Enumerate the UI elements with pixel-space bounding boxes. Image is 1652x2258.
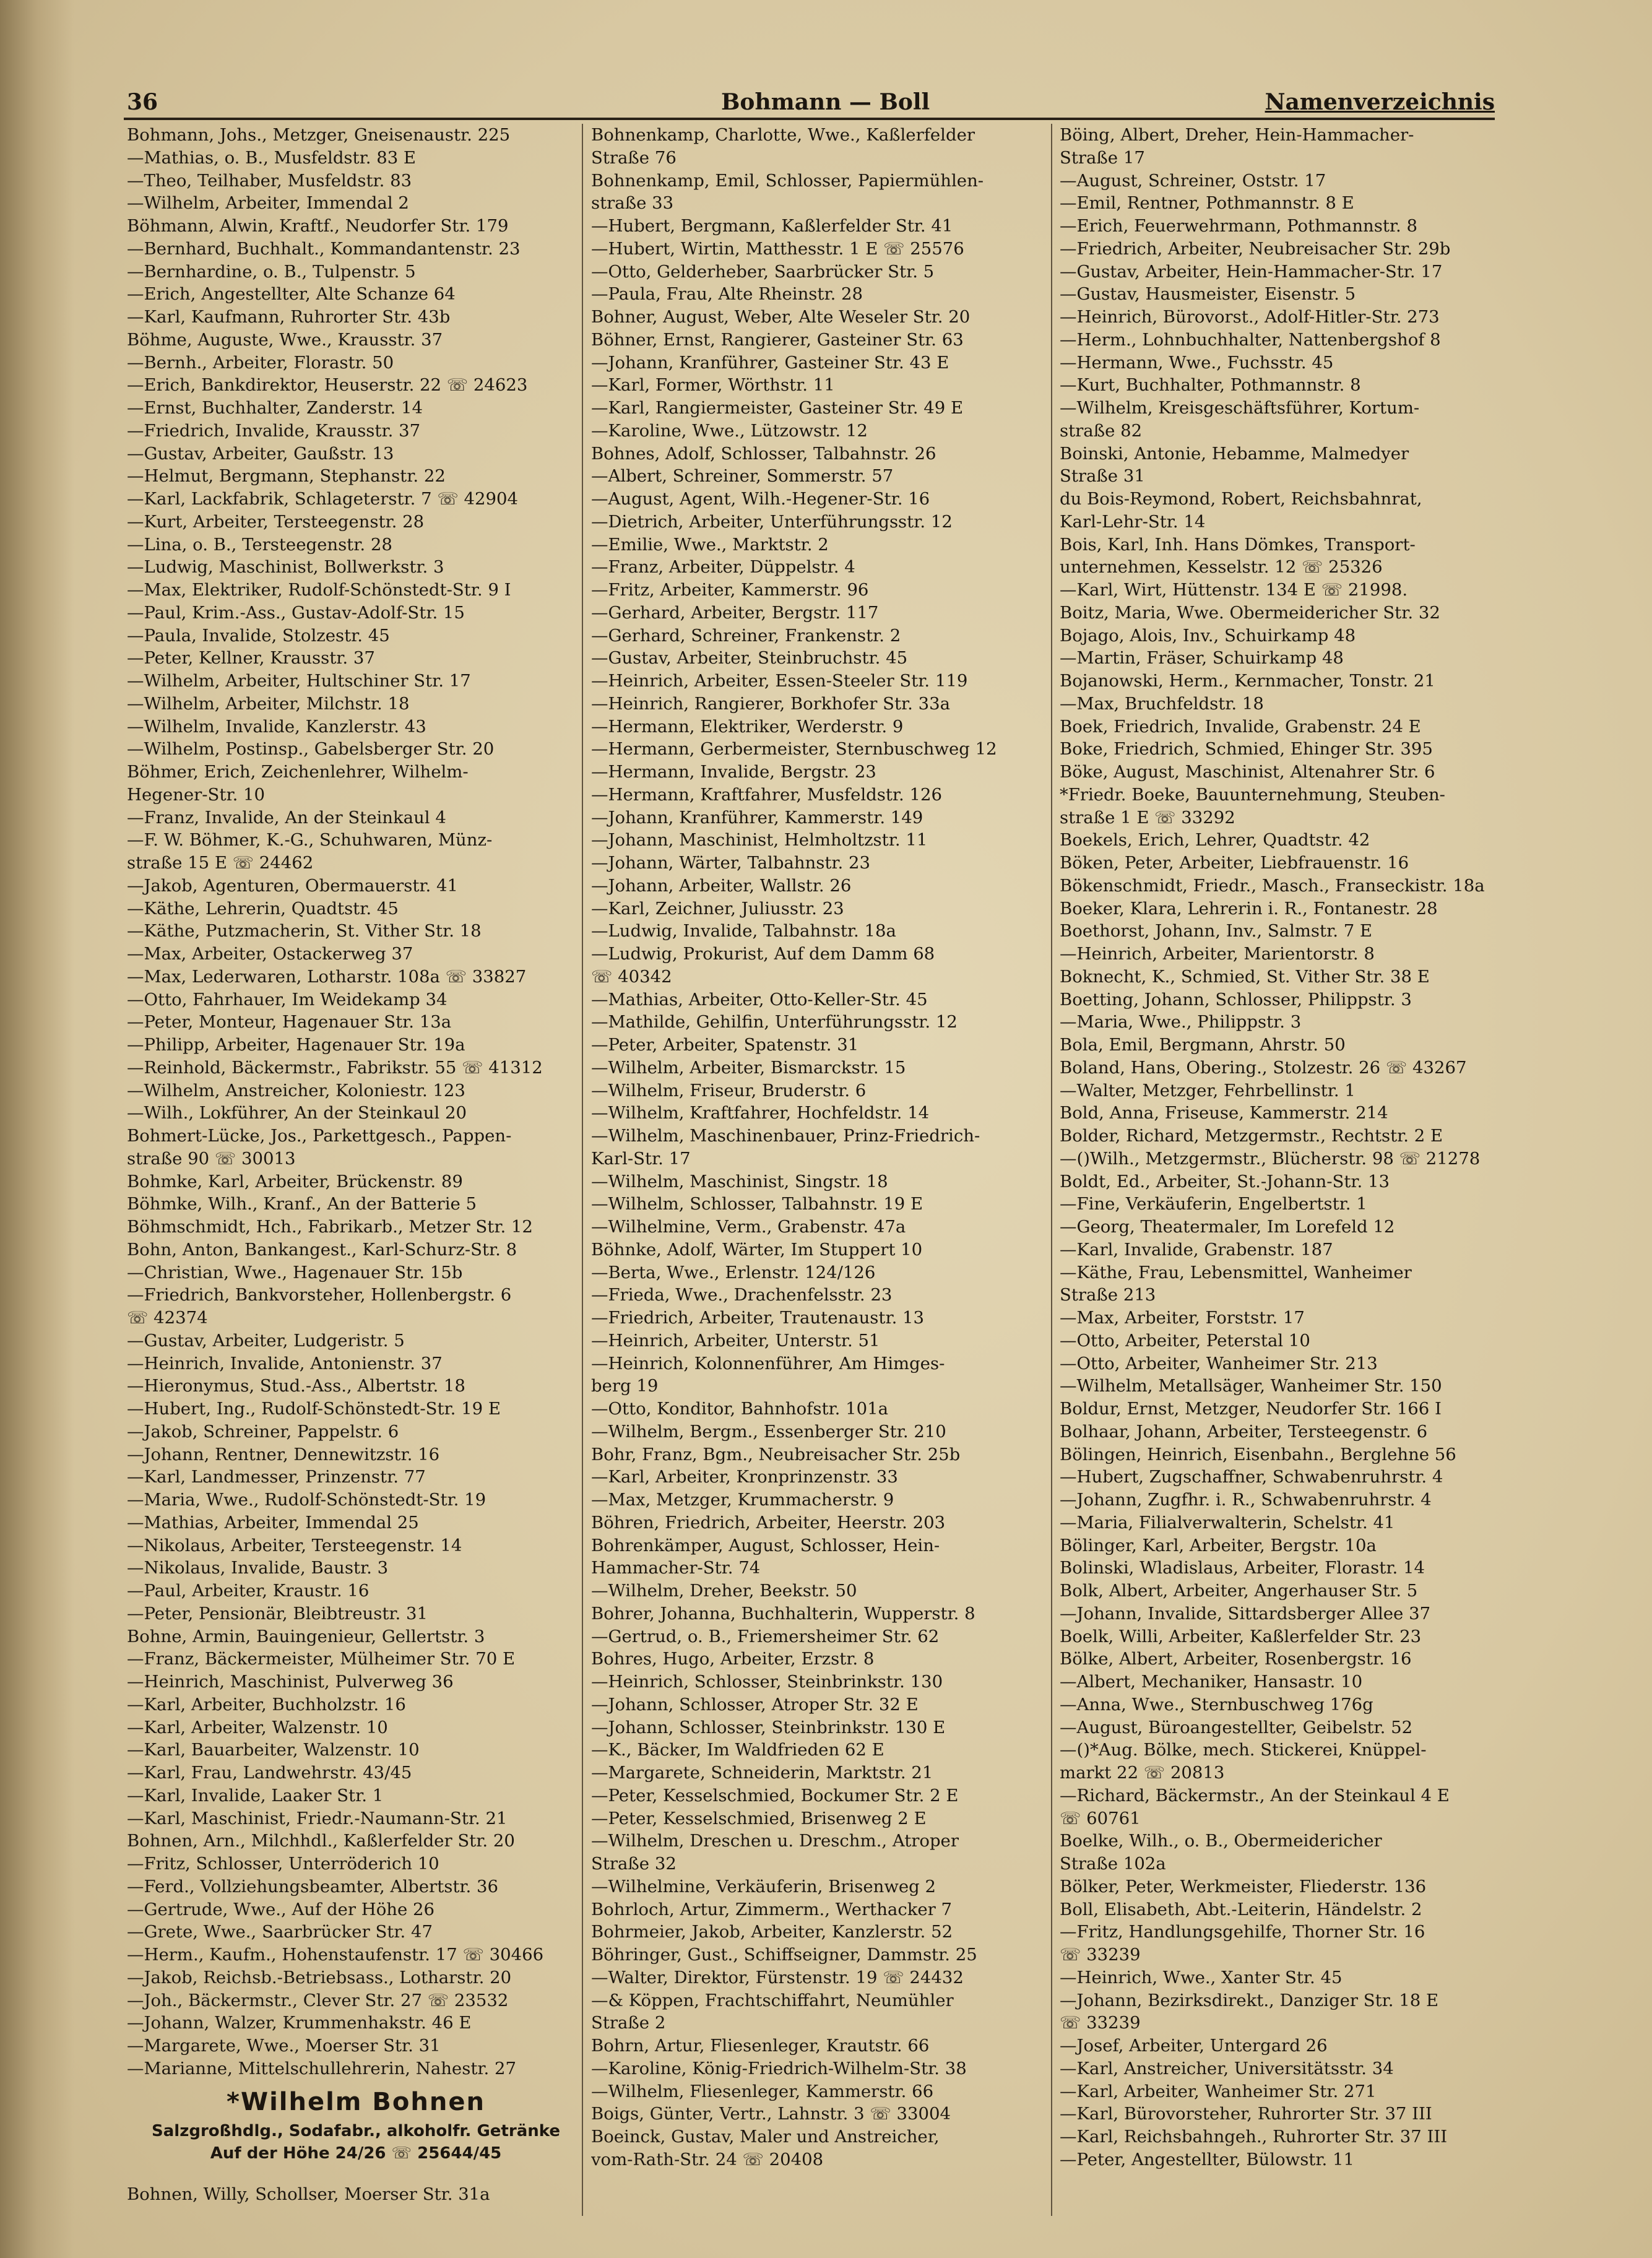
column-separator [582, 124, 583, 2216]
directory-entry: —Bernhard, Buchhalt., Kommandantenstr. 23 [127, 238, 521, 259]
directory-entry: —Frieda, Wwe., Drachenfelsstr. 23 [591, 1285, 893, 1305]
directory-entry: —Peter, Angestellter, Bülowstr. 11 [1060, 2149, 1354, 2169]
directory-entry: Bohnenkamp, Emil, Schlosser, Papiermühlen- [591, 170, 984, 191]
directory-entry: —Peter, Pensionär, Bleibtreustr. 31 [127, 1603, 428, 1624]
directory-entry: Boldur, Ernst, Metzger, Neudorfer Str. 166 I [1060, 1399, 1442, 1419]
directory-entry: —Wilhelmine, Verm., Grabenstr. 47a [591, 1217, 906, 1237]
directory-entry: —Maria, Filialverwalterin, Schelstr. 41 [1060, 1512, 1395, 1533]
directory-entry: Bölinger, Karl, Arbeiter, Bergstr. 10a [1060, 1535, 1377, 1555]
directory-entry: —Reinhold, Bäckermstr., Fabrikstr. 55 ☏ 41312 [127, 1057, 543, 1078]
directory-entry: —Otto, Konditor, Bahnhofstr. 101a [591, 1399, 889, 1419]
directory-entry: Böhmschmidt, Hch., Fabrikarb., Metzer Str. 12 [127, 1217, 533, 1237]
directory-entry: —Margarete, Wwe., Moerser Str. 31 [127, 2036, 441, 2056]
directory-entry: —Gertrude, Wwe., Auf der Höhe 26 [127, 1899, 435, 1919]
directory-entry: —Hermann, Invalide, Bergstr. 23 [591, 762, 876, 782]
directory-entry: —Theo, Teilhaber, Musfeldstr. 83 [127, 170, 412, 191]
directory-entry: Boknecht, K., Schmied, St. Vither Str. 38 E [1060, 966, 1430, 987]
advertisement-description: Salzgroßhdlg., Sodafabr., alkoholfr. Getränke [152, 2121, 560, 2140]
directory-entry: —Gustav, Arbeiter, Steinbruchstr. 45 [591, 648, 908, 668]
directory-entry: —Jakob, Agenturen, Obermauerstr. 41 [127, 875, 458, 896]
directory-entry: —Peter, Arbeiter, Spatenstr. 31 [591, 1035, 859, 1055]
directory-entry: —Hermann, Elektriker, Werderstr. 9 [591, 716, 904, 737]
directory-entry: —Fritz, Handlungsgehilfe, Thorner Str. 16 [1060, 1922, 1425, 1942]
directory-entry: straße 33 [591, 193, 674, 214]
directory-entry: —Georg, Theatermaler, Im Lorefeld 12 [1060, 1217, 1395, 1237]
directory-entry: —Heinrich, Invalide, Antonienstr. 37 [127, 1353, 443, 1373]
directory-entry: —Heinrich, Arbeiter, Marientorstr. 8 [1060, 944, 1375, 964]
directory-entry: Bohmke, Karl, Arbeiter, Brückenstr. 89 [127, 1171, 463, 1192]
directory-entry: —Hermann, Kraftfahrer, Musfeldstr. 126 [591, 784, 942, 805]
directory-entry: —Ludwig, Maschinist, Bollwerkstr. 3 [127, 557, 444, 577]
binding-shadow [0, 0, 74, 2258]
directory-entry: —Peter, Kellner, Krausstr. 37 [127, 648, 375, 668]
column-3 [1060, 124, 1499, 2171]
directory-entry: —Karl, Lackfabrik, Schlageterstr. 7 ☏ 42904 [127, 489, 518, 509]
directory-entry: Boland, Hans, Obering., Stolzestr. 26 ☏ 43267 [1060, 1057, 1467, 1078]
directory-entry: —Heinrich, Wwe., Xanter Str. 45 [1060, 1967, 1343, 1988]
directory-entry: —Josef, Arbeiter, Untergard 26 [1060, 2036, 1328, 2056]
directory-entry: unternehmen, Kesselstr. 12 ☏ 25326 [1060, 557, 1383, 577]
directory-entry: —Johann, Schlosser, Steinbrinkstr. 130 E [591, 1717, 946, 1737]
directory-entry: Böhren, Friedrich, Arbeiter, Heerstr. 203 [591, 1512, 946, 1533]
directory-entry: Bolinski, Wladislaus, Arbeiter, Florastr. 14 [1060, 1558, 1425, 1578]
directory-entry: —Max, Elektriker, Rudolf-Schönstedt-Str. 9 I [127, 580, 511, 600]
directory-entry: Bohrn, Artur, Fliesenleger, Krautstr. 66 [591, 2036, 930, 2056]
directory-entry: —Heinrich, Rangierer, Borkhofer Str. 33a [591, 693, 951, 714]
directory-entry: —Johann, Kranführer, Gasteiner Str. 43 E [591, 352, 949, 373]
directory-entry: Böke, August, Maschinist, Altenahrer Str. 6 [1060, 762, 1435, 782]
directory-entry: Bohmann, Johs., Metzger, Gneisenaustr. 225 [127, 125, 511, 145]
directory-entry: —Wilh., Lokführer, An der Steinkaul 20 [127, 1103, 467, 1123]
directory-entry: —Gerhard, Arbeiter, Bergstr. 117 [591, 602, 879, 623]
directory-entry: —August, Schreiner, Oststr. 17 [1060, 170, 1326, 191]
directory-entry: Bölingen, Heinrich, Eisenbahn., Berglehne 56 [1060, 1444, 1456, 1464]
directory-entry: —Gerhard, Schreiner, Frankenstr. 2 [591, 625, 901, 646]
directory-entry: —Philipp, Arbeiter, Hagenauer Str. 19a [127, 1035, 465, 1055]
directory-entry: —Karl, Arbeiter, Walzenstr. 10 [127, 1717, 388, 1737]
directory-entry: straße 15 E ☏ 24462 [127, 853, 314, 873]
directory-entry: —Wilhelm, Fliesenleger, Kammerstr. 66 [591, 2081, 934, 2101]
directory-entry: Bohrmeier, Jakob, Arbeiter, Kanzlerstr. 52 [591, 1922, 953, 1942]
directory-entry: —Max, Metzger, Krummacherstr. 9 [591, 1490, 894, 1510]
directory-entry: ☏ 60761 [1060, 1808, 1141, 1828]
directory-entry: Bölke, Albert, Arbeiter, Rosenbergstr. 16 [1060, 1649, 1412, 1669]
directory-entry: —()*Aug. Bölke, mech. Stickerei, Knüppel- [1060, 1740, 1427, 1760]
directory-entry: —Helmut, Bergmann, Stephanstr. 22 [127, 466, 446, 487]
directory-entry: —Margarete, Schneiderin, Marktstr. 21 [591, 1763, 933, 1783]
directory-entry: —Karl, Bürovorsteher, Ruhrorter Str. 37 III [1060, 2104, 1432, 2124]
directory-entry: —Herm., Kaufm., Hohenstaufenstr. 17 ☏ 30466 [127, 1945, 544, 1965]
directory-entry: —Karl, Wirt, Hüttenstr. 134 E ☏ 21998. [1060, 580, 1408, 600]
directory-entry: Straße 17 [1060, 147, 1145, 168]
directory-entry: —Heinrich, Bürovorst., Adolf-Hitler-Str. 273 [1060, 307, 1440, 327]
directory-entry: —Friedrich, Arbeiter, Neubreisacher Str. 29b [1060, 238, 1451, 259]
directory-entry: —Käthe, Putzmacherin, St. Vither Str. 18 [127, 921, 482, 941]
directory-entry: —Wilhelm, Metallsäger, Wanheimer Str. 150 [1060, 1376, 1442, 1396]
directory-entry: —Maria, Wwe., Rudolf-Schönstedt-Str. 19 [127, 1490, 487, 1510]
section-title: Namenverzeichnis [1265, 89, 1495, 115]
directory-entry: —Herm., Lohnbuchhalter, Nattenbergshof 8 [1060, 329, 1441, 350]
directory-entry: Boitz, Maria, Wwe. Obermeidericher Str. 32 [1060, 602, 1440, 623]
directory-entry: —Paula, Invalide, Stolzestr. 45 [127, 625, 390, 646]
directory-entry: Boll, Elisabeth, Abt.-Leiterin, Händelstr. 2 [1060, 1899, 1422, 1919]
directory-entry: —Karl, Arbeiter, Wanheimer Str. 271 [1060, 2081, 1377, 2101]
page-header [127, 85, 1495, 123]
directory-entry: —Wilhelm, Maschinenbauer, Prinz-Friedrich- [591, 1126, 980, 1146]
directory-entry: —Ludwig, Invalide, Talbahnstr. 18a [591, 921, 896, 941]
directory-entry: —Max, Lederwaren, Lotharstr. 108a ☏ 33827 [127, 966, 527, 987]
directory-entry: —Karl, Arbeiter, Buchholzstr. 16 [127, 1694, 406, 1715]
directory-entry: —()Wilh., Metzgermstr., Blücherstr. 98 ☏ 21278 [1060, 1148, 1481, 1169]
directory-entry: Bolder, Richard, Metzgermstr., Rechtstr. 2 E [1060, 1126, 1443, 1146]
directory-entry: —Wilhelm, Dreschen u. Dreschm., Atroper [591, 1831, 959, 1851]
directory-entry: —Heinrich, Maschinist, Pulverweg 36 [127, 1672, 454, 1692]
directory-entry: —Karl, Arbeiter, Kronprinzenstr. 33 [591, 1467, 898, 1487]
directory-entry: Böhme, Auguste, Wwe., Krausstr. 37 [127, 329, 443, 350]
directory-entry: —Peter, Kesselschmied, Bockumer Str. 2 E [591, 1785, 959, 1806]
directory-entry: —Max, Bruchfeldstr. 18 [1060, 693, 1264, 714]
directory-entry: markt 22 ☏ 20813 [1060, 1763, 1225, 1783]
directory-entry: —Anna, Wwe., Sternbuschweg 176g [1060, 1694, 1373, 1715]
directory-entry: —Johann, Schlosser, Atroper Str. 32 E [591, 1694, 919, 1715]
directory-entry: —Karoline, Wwe., Lützowstr. 12 [591, 420, 868, 441]
directory-entry: Boigs, Günter, Vertr., Lahnstr. 3 ☏ 33004 [591, 2104, 951, 2124]
directory-entry: —Wilhelm, Invalide, Kanzlerstr. 43 [127, 716, 426, 737]
directory-entry: —Karl, Zeichner, Juliusstr. 23 [591, 898, 844, 919]
directory-entry: —Walter, Direktor, Fürstenstr. 19 ☏ 24432 [591, 1967, 964, 1988]
directory-entry: —Mathias, o. B., Musfeldstr. 83 E [127, 147, 417, 168]
directory-entry: —Jakob, Schreiner, Pappelstr. 6 [127, 1421, 399, 1442]
directory-entry: —Wilhelm, Anstreicher, Koloniestr. 123 [127, 1080, 465, 1101]
directory-entry: —Emilie, Wwe., Marktstr. 2 [591, 534, 829, 555]
directory-entry: Bohrloch, Artur, Zimmerm., Werthacker 7 [591, 1899, 953, 1919]
directory-entry: berg 19 [591, 1376, 659, 1396]
directory-entry: —Peter, Kesselschmied, Brisenweg 2 E [591, 1808, 927, 1828]
directory-entry: —Emil, Rentner, Pothmannstr. 8 E [1060, 193, 1354, 214]
directory-entry: —Wilhelm, Dreher, Beekstr. 50 [591, 1581, 857, 1601]
directory-entry: —Karl, Frau, Landwehrstr. 43/45 [127, 1763, 412, 1783]
directory-entry: Bolk, Albert, Arbeiter, Angerhauser Str. 5 [1060, 1581, 1418, 1601]
directory-entry: —Johann, Arbeiter, Wallstr. 26 [591, 875, 852, 896]
directory-entry: —Franz, Arbeiter, Düppelstr. 4 [591, 557, 855, 577]
directory-entry: Straße 76 [591, 147, 677, 168]
directory-entry: straße 82 [1060, 420, 1143, 441]
directory-entry: Karl-Lehr-Str. 14 [1060, 511, 1206, 532]
directory-entry: Bökenschmidt, Friedr., Masch., Franseckistr. 18a [1060, 875, 1485, 896]
directory-entry: straße 90 ☏ 30013 [127, 1148, 296, 1169]
directory-entry: —Käthe, Lehrerin, Quadtstr. 45 [127, 898, 399, 919]
directory-entry: ☏ 33239 [1060, 2013, 1141, 2033]
directory-entry: —Paula, Frau, Alte Rheinstr. 28 [591, 284, 863, 305]
directory-entry: —Käthe, Frau, Lebensmittel, Wanheimer [1060, 1262, 1412, 1283]
directory-entry: —Wilhelm, Kraftfahrer, Hochfeldstr. 14 [591, 1103, 930, 1123]
directory-entry: Boekels, Erich, Lehrer, Quadtstr. 42 [1060, 830, 1370, 850]
directory-entry: —Karl, Anstreicher, Universitätsstr. 34 [1060, 2058, 1394, 2078]
directory-entry: —Paul, Arbeiter, Kraustr. 16 [127, 1581, 370, 1601]
directory-entry: Bohn, Anton, Bankangest., Karl-Schurz-Str. 8 [127, 1239, 517, 1260]
directory-entry: —Gustav, Arbeiter, Hein-Hammacher-Str. 17 [1060, 261, 1443, 282]
directory-entry: —Maria, Wwe., Philippstr. 3 [1060, 1012, 1302, 1032]
directory-entry: —Lina, o. B., Tersteegenstr. 28 [127, 534, 392, 555]
directory-entry: Bohnenkamp, Charlotte, Wwe., Kaßlerfelder [591, 125, 975, 145]
directory-entry: —K., Bäcker, Im Waldfrieden 62 E [591, 1740, 884, 1760]
directory-entry: —Wilhelm, Arbeiter, Bismarckstr. 15 [591, 1057, 906, 1078]
directory-entry: —Erich, Bankdirektor, Heuserstr. 22 ☏ 24623 [127, 375, 528, 396]
column-separator [1051, 124, 1052, 2216]
directory-entry: ☏ 42374 [127, 1308, 208, 1328]
directory-entry: Boinski, Antonie, Hebamme, Malmedyer [1060, 443, 1409, 464]
directory-entry: Bohne, Armin, Bauingenieur, Gellertstr. 3 [127, 1626, 485, 1646]
directory-entry: —Kurt, Buchhalter, Pothmannstr. 8 [1060, 375, 1361, 396]
directory-entry: —Grete, Wwe., Saarbrücker Str. 47 [127, 1922, 433, 1942]
directory-entry: Hegener-Str. 10 [127, 784, 266, 805]
directory-entry: —Erich, Feuerwehrmann, Pothmannstr. 8 [1060, 216, 1418, 236]
directory-entry: —Ernst, Buchhalter, Zanderstr. 14 [127, 398, 423, 418]
directory-entry: Bohnen, Arn., Milchhdl., Kaßlerfelder Str. 20 [127, 1831, 515, 1851]
directory-entry: —Johann, Invalide, Sittardsberger Allee 37 [1060, 1603, 1431, 1624]
directory-entry: —Albert, Mechaniker, Hansastr. 10 [1060, 1672, 1363, 1692]
directory-entry: —Hubert, Wirtin, Matthesstr. 1 E ☏ 25576 [591, 238, 964, 259]
directory-entry: —Wilhelm, Schlosser, Talbahnstr. 19 E [591, 1194, 923, 1214]
directory-entry: —Otto, Fahrhauer, Im Weidekamp 34 [127, 989, 448, 1010]
directory-entry: —Friedrich, Bankvorsteher, Hollenbergstr. 6 [127, 1285, 512, 1305]
directory-entry: Straße 2 [591, 2013, 666, 2033]
directory-entry: —Albert, Schreiner, Sommerstr. 57 [591, 466, 894, 487]
directory-entry: —Heinrich, Schlosser, Steinbrinkstr. 130 [591, 1672, 943, 1692]
directory-entry: Böhmann, Alwin, Kraftf., Neudorfer Str. 179 [127, 216, 509, 236]
directory-entry: —Karl, Invalide, Laaker Str. 1 [127, 1785, 384, 1806]
directory-entry: Bohmert-Lücke, Jos., Parkettgesch., Pappen- [127, 1126, 512, 1146]
directory-entry: Straße 102a [1060, 1854, 1166, 1874]
directory-entry: —Karl, Landmesser, Prinzenstr. 77 [127, 1467, 426, 1487]
directory-entry: —Fritz, Arbeiter, Kammerstr. 96 [591, 580, 869, 600]
directory-entry: —Mathilde, Gehilfin, Unterführungsstr. 12 [591, 1012, 958, 1032]
directory-entry: —Kurt, Arbeiter, Tersteegenstr. 28 [127, 511, 425, 532]
directory-entry: Boeinck, Gustav, Maler und Anstreicher, [591, 2127, 940, 2147]
directory-entry: —Fritz, Schlosser, Unterröderich 10 [127, 1854, 439, 1874]
directory-entry: —Heinrich, Arbeiter, Unterstr. 51 [591, 1330, 880, 1351]
directory-entry: —Wilhelm, Arbeiter, Milchstr. 18 [127, 693, 410, 714]
directory-entry: —Karl, Reichsbahngeh., Ruhrorter Str. 37 III [1060, 2127, 1448, 2147]
directory-entry: —Ferd., Vollziehungsbeamter, Albertstr. 36 [127, 1876, 498, 1897]
directory-entry: Hammacher-Str. 74 [591, 1558, 761, 1578]
directory-entry: —Erich, Angestellter, Alte Schanze 64 [127, 284, 456, 305]
advertisement-name: *Wilhelm Bohnen [227, 2087, 485, 2116]
directory-entry: ☏ 33239 [1060, 1945, 1141, 1965]
directory-entry: —Christian, Wwe., Hagenauer Str. 15b [127, 1262, 463, 1283]
directory-entry: —Karl, Rangiermeister, Gasteiner Str. 49 E [591, 398, 964, 418]
directory-entry: —Johann, Maschinist, Helmholtzstr. 11 [591, 830, 928, 850]
directory-entry: —Hermann, Wwe., Fuchsstr. 45 [1060, 352, 1334, 373]
directory-entry: —Wilhelmine, Verkäuferin, Brisenweg 2 [591, 1876, 936, 1897]
directory-entry: Bohnen, Willy, Schollser, Moerser Str. 31a [127, 2184, 490, 2204]
directory-entry: —Karl, Maschinist, Friedr.-Naumann-Str. 21 [127, 1808, 508, 1828]
directory-entry: ☏ 40342 [591, 966, 672, 987]
directory-entry: Böing, Albert, Dreher, Hein-Hammacher- [1060, 125, 1414, 145]
directory-entry: Bold, Anna, Friseuse, Kammerstr. 214 [1060, 1103, 1388, 1123]
page-number: 36 [127, 89, 158, 115]
directory-entry: —Heinrich, Arbeiter, Essen-Steeler Str. 119 [591, 671, 968, 691]
directory-entry: —Hubert, Ing., Rudolf-Schönstedt-Str. 19 E [127, 1399, 501, 1419]
directory-entry: —Richard, Bäckermstr., An der Steinkaul 4 E [1060, 1785, 1450, 1806]
directory-entry: Böhner, Ernst, Rangierer, Gasteiner Str. 63 [591, 329, 964, 350]
directory-entry: —Johann, Walzer, Krummenhakstr. 46 E [127, 2013, 472, 2033]
directory-entry: Boetting, Johann, Schlosser, Philippstr. 3 [1060, 989, 1412, 1010]
directory-entry: *Friedr. Boeke, Bauunternehmung, Steuben- [1060, 784, 1445, 805]
directory-entry: —Hubert, Bergmann, Kaßlerfelder Str. 41 [591, 216, 953, 236]
directory-entry: —Nikolaus, Invalide, Baustr. 3 [127, 1558, 389, 1578]
directory-entry: —Hubert, Zugschaffner, Schwabenruhrstr. 4 [1060, 1467, 1443, 1487]
directory-entry: —Karl, Kaufmann, Ruhrorter Str. 43b [127, 307, 451, 327]
directory-entry: —Wilhelm, Bergm., Essenberger Str. 210 [591, 1421, 946, 1442]
directory-entry: —Friedrich, Arbeiter, Trautenaustr. 13 [591, 1308, 925, 1328]
directory-entry: du Bois-Reymond, Robert, Reichsbahnrat, [1060, 489, 1422, 509]
directory-entry: —Berta, Wwe., Erlenstr. 124/126 [591, 1262, 876, 1283]
directory-entry: —Johann, Kranführer, Kammerstr. 149 [591, 807, 923, 828]
directory-entry: —Wilhelm, Maschinist, Singstr. 18 [591, 1171, 888, 1192]
column-1 [127, 124, 573, 2205]
directory-entry: Boelk, Willi, Arbeiter, Kaßlerfelder Str. 23 [1060, 1626, 1422, 1646]
page-title: Bohmann — Boll [721, 89, 930, 115]
directory-entry: —Karl, Invalide, Grabenstr. 187 [1060, 1239, 1333, 1260]
directory-entry: —Johann, Wärter, Talbahnstr. 23 [591, 853, 871, 873]
directory-entry: Bola, Emil, Bergmann, Ahrstr. 50 [1060, 1035, 1346, 1055]
advertisement-address: Auf der Höhe 24/26 ☏ 25644/45 [210, 2143, 502, 2163]
directory-entry: —Max, Arbeiter, Forststr. 17 [1060, 1308, 1305, 1328]
directory-entry: —Joh., Bäckermstr., Clever Str. 27 ☏ 23532 [127, 1990, 509, 2010]
column-2 [591, 124, 1074, 2171]
directory-entry: —Walter, Metzger, Fehrbellinstr. 1 [1060, 1080, 1356, 1101]
directory-entry: Böhmke, Wilh., Kranf., An der Batterie 5 [127, 1194, 477, 1214]
directory-entry: —Wilhelm, Friseur, Bruderstr. 6 [591, 1080, 867, 1101]
directory-entry: —Wilhelm, Postinsp., Gabelsberger Str. 20 [127, 739, 495, 759]
directory-entry: —Karl, Bauarbeiter, Walzenstr. 10 [127, 1740, 420, 1760]
directory-entry: —August, Büroangestellter, Geibelstr. 52 [1060, 1717, 1413, 1737]
directory-entry: —Gertrud, o. B., Friemersheimer Str. 62 [591, 1626, 940, 1646]
directory-entry: —Marianne, Mittelschullehrerin, Nahestr. 27 [127, 2058, 516, 2078]
directory-entry: —Gustav, Arbeiter, Gaußstr. 13 [127, 443, 394, 464]
directory-entry: —Mathias, Arbeiter, Otto-Keller-Str. 45 [591, 989, 928, 1010]
directory-entry: —Gustav, Arbeiter, Ludgeristr. 5 [127, 1330, 405, 1351]
directory-entry: Bohr, Franz, Bgm., Neubreisacher Str. 25b [591, 1444, 961, 1464]
directory-entry: Bolhaar, Johann, Arbeiter, Tersteegenstr. 6 [1060, 1421, 1428, 1442]
directory-entry: Boethorst, Johann, Inv., Salmstr. 7 E [1060, 921, 1373, 941]
directory-entry: Böhmer, Erich, Zeichenlehrer, Wilhelm- [127, 762, 469, 782]
directory-entry: —Franz, Invalide, An der Steinkaul 4 [127, 807, 446, 828]
directory-entry: straße 1 E ☏ 33292 [1060, 807, 1235, 828]
directory-entry: —Nikolaus, Arbeiter, Tersteegenstr. 14 [127, 1535, 462, 1555]
directory-entry: Bojanowski, Herm., Kernmacher, Tonstr. 21 [1060, 671, 1435, 691]
directory-entry: —Ludwig, Prokurist, Auf dem Damm 68 [591, 944, 935, 964]
directory-entry: —August, Agent, Wilh.-Hegener-Str. 16 [591, 489, 930, 509]
directory-entry: Bölker, Peter, Werkmeister, Fliederstr. 136 [1060, 1876, 1427, 1897]
directory-entry: Bohrenkämper, August, Schlosser, Hein- [591, 1535, 940, 1555]
directory-entry: Böhnke, Adolf, Wärter, Im Stuppert 10 [591, 1239, 923, 1260]
directory-entry: —Wilhelm, Arbeiter, Immendal 2 [127, 193, 409, 214]
directory-entry: —Karl, Former, Wörthstr. 11 [591, 375, 835, 396]
directory-entry: —Otto, Gelderheber, Saarbrücker Str. 5 [591, 261, 935, 282]
directory-entry: —Otto, Arbeiter, Wanheimer Str. 213 [1060, 1353, 1378, 1373]
directory-entry: Boldt, Ed., Arbeiter, St.-Johann-Str. 13 [1060, 1171, 1390, 1192]
directory-entry: Boeker, Klara, Lehrerin i. R., Fontanestr. 28 [1060, 898, 1438, 919]
directory-entry: vom-Rath-Str. 24 ☏ 20408 [591, 2149, 824, 2169]
directory-entry: —Wilhelm, Kreisgeschäftsführer, Kortum- [1060, 398, 1420, 418]
directory-entry: —Max, Arbeiter, Ostackerweg 37 [127, 944, 413, 964]
directory-entry: Straße 213 [1060, 1285, 1156, 1305]
directory-entry: Straße 31 [1060, 466, 1145, 487]
directory-entry: —Dietrich, Arbeiter, Unterführungsstr. 12 [591, 511, 953, 532]
directory-entry: Boke, Friedrich, Schmied, Ehinger Str. 395 [1060, 739, 1433, 759]
directory-entry: —Otto, Arbeiter, Peterstal 10 [1060, 1330, 1310, 1351]
directory-entry: —Gustav, Hausmeister, Eisenstr. 5 [1060, 284, 1356, 305]
directory-entry: Karl-Str. 17 [591, 1148, 691, 1169]
directory-entry: —Peter, Monteur, Hagenauer Str. 13a [127, 1012, 452, 1032]
directory-entry: —Franz, Bäckermeister, Mülheimer Str. 70 E [127, 1649, 516, 1669]
directory-entry: Bohrer, Johanna, Buchhalterin, Wupperstr. 8 [591, 1603, 975, 1624]
directory-entry: —Bernh., Arbeiter, Florastr. 50 [127, 352, 394, 373]
directory-entry: Bois, Karl, Inh. Hans Dömkes, Transport- [1060, 534, 1416, 555]
directory-entry: —Jakob, Reichsb.-Betriebsass., Lotharstr. 20 [127, 1967, 512, 1988]
directory-entry: Boelke, Wilh., o. B., Obermeidericher [1060, 1831, 1382, 1851]
directory-entry: —& Köppen, Frachtschiffahrt, Neumühler [591, 1990, 954, 2010]
directory-entry: —Mathias, Arbeiter, Immendal 25 [127, 1512, 419, 1533]
directory-entry: Böken, Peter, Arbeiter, Liebfrauenstr. 16 [1060, 853, 1409, 873]
directory-entry: —Johann, Rentner, Dennewitzstr. 16 [127, 1444, 440, 1464]
directory-entry: —Karoline, König-Friedrich-Wilhelm-Str. 38 [591, 2058, 967, 2078]
directory-entry: Boek, Friedrich, Invalide, Grabenstr. 24 E [1060, 716, 1421, 737]
directory-entry: Böhringer, Gust., Schiffseigner, Dammstr. 25 [591, 1945, 977, 1965]
directory-entry: —Martin, Fräser, Schuirkamp 48 [1060, 648, 1344, 668]
directory-entry: —Fine, Verkäuferin, Engelbertstr. 1 [1060, 1194, 1367, 1214]
advertisement-box [145, 2084, 566, 2179]
directory-entry: —F. W. Böhmer, K.-G., Schuhwaren, Münz- [127, 830, 493, 850]
directory-entry: —Heinrich, Kolonnenführer, Am Himges- [591, 1353, 945, 1373]
directory-entry: —Hermann, Gerbermeister, Sternbuschweg 12 [591, 739, 997, 759]
directory-entry: —Johann, Zugfhr. i. R., Schwabenruhrstr. 4 [1060, 1490, 1432, 1510]
directory-entry: Bojago, Alois, Inv., Schuirkamp 48 [1060, 625, 1356, 646]
directory-entry: —Wilhelm, Arbeiter, Hultschiner Str. 17 [127, 671, 471, 691]
header-rule [124, 118, 1495, 120]
directory-entry: —Paul, Krim.-Ass., Gustav-Adolf-Str. 15 [127, 602, 465, 623]
directory-entry: Bohner, August, Weber, Alte Weseler Str. 20 [591, 307, 971, 327]
directory-entry: —Hieronymus, Stud.-Ass., Albertstr. 18 [127, 1376, 465, 1396]
directory-entry: —Friedrich, Invalide, Krausstr. 37 [127, 420, 421, 441]
directory-entry: Straße 32 [591, 1854, 677, 1874]
directory-entry: —Johann, Bezirksdirekt., Danziger Str. 18 E [1060, 1990, 1439, 2010]
directory-entry: Bohnes, Adolf, Schlosser, Talbahnstr. 26 [591, 443, 936, 464]
directory-entry: —Bernhardine, o. B., Tulpenstr. 5 [127, 261, 416, 282]
directory-entry: Bohres, Hugo, Arbeiter, Erzstr. 8 [591, 1649, 875, 1669]
